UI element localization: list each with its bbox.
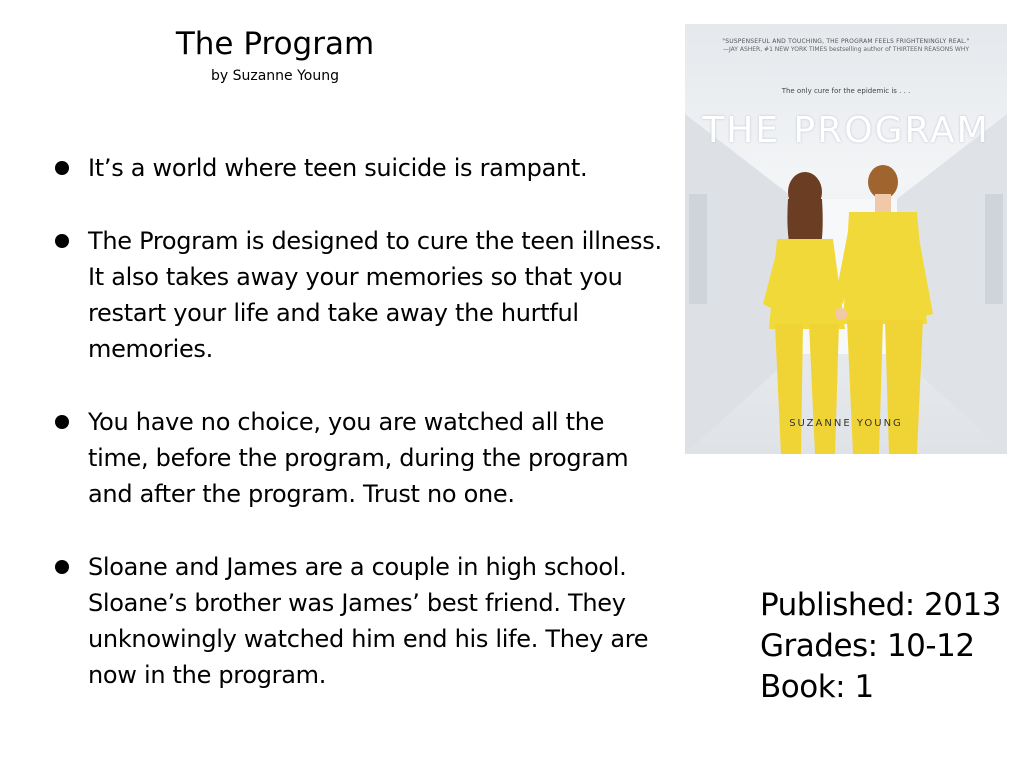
bullet-dot-icon [55,161,69,175]
bullet-text: The Program is designed to cure the teen illness. It also takes away your memories so that you restart your life and take away the hurtful memories. [88,227,662,363]
published-year: Published: 2013 [760,587,1001,623]
cover-attribution: —JAY ASHER, #1 NEW YORK TIMES bestselling author of THIRTEEN REASONS WHY [722,46,970,53]
bullet-item [52,404,662,512]
cover-title: THE PROGRAM [702,110,990,151]
bullet-item [52,150,662,186]
bullet-list [52,150,662,730]
bullet-text: You have no choice, you are watched all the time, before the program, during the program and after the program. Trust no one. [88,408,629,508]
cover-author: SUZANNE YOUNG [789,418,903,429]
slide-title: The Program [175,26,375,62]
bullet-dot-icon [55,415,69,429]
book-cover-image [685,24,1007,454]
bullet-dot-icon [55,560,69,574]
book-number: Book: 1 [760,669,874,705]
cover-quote: "SUSPENSEFUL AND TOUCHING, THE PROGRAM FEELS FRIGHTENINGLY REAL." [722,38,970,45]
bullet-item [52,549,662,693]
cover-tagline: The only cure for the epidemic is . . . [781,87,911,95]
grade-range: Grades: 10-12 [760,628,975,664]
bullet-dot-icon [55,234,69,248]
bullet-text: Sloane and James are a couple in high school. Sloane’s brother was James’ best friend. They unknowingly watched him end his life. They are now in the program. [88,553,649,689]
bullet-text: It’s a world where teen suicide is rampant. [88,154,588,182]
publication-info [760,585,1010,708]
bullet-item [52,223,662,367]
slide-subtitle: by Suzanne Young [210,68,339,84]
